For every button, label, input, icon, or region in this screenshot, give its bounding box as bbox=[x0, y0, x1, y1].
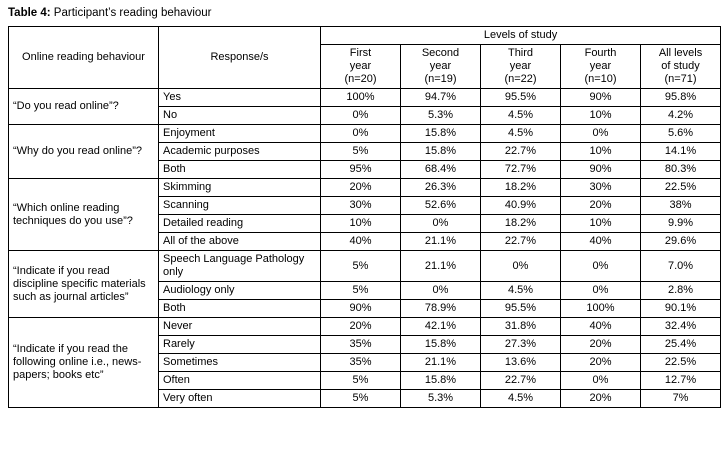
value-cell: 10% bbox=[561, 143, 641, 161]
value-cell: 2.8% bbox=[641, 282, 721, 300]
value-cell: 72.7% bbox=[481, 161, 561, 179]
value-cell: 20% bbox=[321, 318, 401, 336]
value-cell: 12.7% bbox=[641, 372, 721, 390]
value-cell: 40.9% bbox=[481, 197, 561, 215]
value-cell: 20% bbox=[561, 390, 641, 408]
value-cell: 15.8% bbox=[401, 336, 481, 354]
value-cell: 40% bbox=[321, 233, 401, 251]
response-cell: Often bbox=[159, 372, 321, 390]
participant-reading-behaviour-table bbox=[8, 26, 721, 408]
response-cell: Yes bbox=[159, 89, 321, 107]
header-level-fourth-year-line1: Fourth bbox=[584, 47, 617, 59]
value-cell: 0% bbox=[561, 125, 641, 143]
value-cell: 100% bbox=[561, 300, 641, 318]
header-level-first-year-line2: year bbox=[349, 60, 372, 72]
value-cell: 4.5% bbox=[481, 390, 561, 408]
value-cell: 0% bbox=[481, 251, 561, 282]
value-cell: 22.7% bbox=[481, 143, 561, 161]
header-online-reading-behaviour: Online reading behaviour bbox=[9, 27, 159, 89]
value-cell: 10% bbox=[561, 107, 641, 125]
value-cell: 26.3% bbox=[401, 179, 481, 197]
response-cell: Both bbox=[159, 300, 321, 318]
value-cell: 32.4% bbox=[641, 318, 721, 336]
response-cell: Sometimes bbox=[159, 354, 321, 372]
table-row bbox=[9, 179, 721, 197]
value-cell: 68.4% bbox=[401, 161, 481, 179]
value-cell: 94.7% bbox=[401, 89, 481, 107]
header-level-fourth-year-line3: (n=10) bbox=[584, 73, 617, 85]
value-cell: 5% bbox=[321, 282, 401, 300]
value-cell: 22.5% bbox=[641, 354, 721, 372]
response-cell: Never bbox=[159, 318, 321, 336]
response-cell: Academic purposes bbox=[159, 143, 321, 161]
value-cell: 29.6% bbox=[641, 233, 721, 251]
header-level-third-year-line1: Third bbox=[507, 47, 534, 59]
value-cell: 0% bbox=[401, 215, 481, 233]
value-cell: 5% bbox=[321, 251, 401, 282]
value-cell: 27.3% bbox=[481, 336, 561, 354]
behaviour-cell: “Indicate if you read discipline specific materials such as journal articles” bbox=[9, 251, 159, 318]
header-level-second-year-line2: year bbox=[429, 60, 452, 72]
value-cell: 7% bbox=[641, 390, 721, 408]
value-cell: 30% bbox=[561, 179, 641, 197]
header-level-all-levels-line1: All levels bbox=[658, 47, 703, 59]
behaviour-cell: “Why do you read online”? bbox=[9, 125, 159, 179]
value-cell: 0% bbox=[561, 282, 641, 300]
value-cell: 95.5% bbox=[481, 300, 561, 318]
value-cell: 52.6% bbox=[401, 197, 481, 215]
value-cell: 4.2% bbox=[641, 107, 721, 125]
value-cell: 80.3% bbox=[641, 161, 721, 179]
table-row bbox=[9, 251, 721, 282]
table-caption-text: Participant’s reading behaviour bbox=[50, 7, 212, 19]
value-cell: 95.8% bbox=[641, 89, 721, 107]
header-level-all-levels bbox=[641, 45, 721, 89]
header-level-all-levels-line2: of study bbox=[661, 60, 700, 72]
value-cell: 20% bbox=[321, 179, 401, 197]
header-level-first-year bbox=[321, 45, 401, 89]
value-cell: 5% bbox=[321, 372, 401, 390]
value-cell: 90% bbox=[561, 161, 641, 179]
header-level-third-year-line2: year bbox=[509, 60, 532, 72]
value-cell: 42.1% bbox=[401, 318, 481, 336]
value-cell: 21.1% bbox=[401, 233, 481, 251]
value-cell: 0% bbox=[561, 251, 641, 282]
response-cell: Audiology only bbox=[159, 282, 321, 300]
value-cell: 5% bbox=[321, 143, 401, 161]
response-cell: Rarely bbox=[159, 336, 321, 354]
response-cell: Scanning bbox=[159, 197, 321, 215]
value-cell: 35% bbox=[321, 354, 401, 372]
value-cell: 95.5% bbox=[481, 89, 561, 107]
table-row bbox=[9, 318, 721, 336]
value-cell: 21.1% bbox=[401, 251, 481, 282]
response-cell: Skimming bbox=[159, 179, 321, 197]
header-level-first-year-line3: (n=20) bbox=[344, 73, 377, 85]
value-cell: 15.8% bbox=[401, 143, 481, 161]
header-level-all-levels-line3: (n=71) bbox=[664, 73, 697, 85]
table-caption bbox=[8, 6, 721, 20]
header-level-second-year bbox=[401, 45, 481, 89]
value-cell: 20% bbox=[561, 197, 641, 215]
header-level-fourth-year bbox=[561, 45, 641, 89]
header-level-first-year-line1: First bbox=[349, 47, 372, 59]
value-cell: 90% bbox=[561, 89, 641, 107]
value-cell: 0% bbox=[321, 107, 401, 125]
response-cell: Very often bbox=[159, 390, 321, 408]
table-body bbox=[9, 89, 721, 408]
value-cell: 78.9% bbox=[401, 300, 481, 318]
value-cell: 20% bbox=[561, 336, 641, 354]
value-cell: 30% bbox=[321, 197, 401, 215]
value-cell: 22.7% bbox=[481, 372, 561, 390]
value-cell: 100% bbox=[321, 89, 401, 107]
value-cell: 0% bbox=[321, 125, 401, 143]
value-cell: 25.4% bbox=[641, 336, 721, 354]
value-cell: 14.1% bbox=[641, 143, 721, 161]
value-cell: 18.2% bbox=[481, 215, 561, 233]
value-cell: 10% bbox=[561, 215, 641, 233]
header-level-third-year bbox=[481, 45, 561, 89]
response-cell: Detailed reading bbox=[159, 215, 321, 233]
value-cell: 22.7% bbox=[481, 233, 561, 251]
header-level-third-year-line3: (n=22) bbox=[504, 73, 537, 85]
response-cell: Both bbox=[159, 161, 321, 179]
value-cell: 40% bbox=[561, 318, 641, 336]
table-caption-label: Table 4: bbox=[8, 7, 51, 19]
table-header-row-1 bbox=[9, 27, 721, 45]
value-cell: 90% bbox=[321, 300, 401, 318]
value-cell: 4.5% bbox=[481, 125, 561, 143]
value-cell: 13.6% bbox=[481, 354, 561, 372]
value-cell: 15.8% bbox=[401, 372, 481, 390]
value-cell: 21.1% bbox=[401, 354, 481, 372]
value-cell: 18.2% bbox=[481, 179, 561, 197]
response-cell: Enjoyment bbox=[159, 125, 321, 143]
value-cell: 40% bbox=[561, 233, 641, 251]
table-row bbox=[9, 89, 721, 107]
response-cell: Speech Language Pathology only bbox=[159, 251, 321, 282]
value-cell: 22.5% bbox=[641, 179, 721, 197]
value-cell: 5.6% bbox=[641, 125, 721, 143]
value-cell: 5.3% bbox=[401, 390, 481, 408]
value-cell: 15.8% bbox=[401, 125, 481, 143]
header-responses: Response/s bbox=[159, 27, 321, 89]
value-cell: 0% bbox=[401, 282, 481, 300]
table-row bbox=[9, 125, 721, 143]
value-cell: 35% bbox=[321, 336, 401, 354]
value-cell: 95% bbox=[321, 161, 401, 179]
header-level-second-year-line3: (n=19) bbox=[424, 73, 457, 85]
value-cell: 10% bbox=[321, 215, 401, 233]
response-cell: No bbox=[159, 107, 321, 125]
value-cell: 38% bbox=[641, 197, 721, 215]
value-cell: 90.1% bbox=[641, 300, 721, 318]
value-cell: 4.5% bbox=[481, 107, 561, 125]
behaviour-cell: “Do you read online”? bbox=[9, 89, 159, 125]
value-cell: 4.5% bbox=[481, 282, 561, 300]
value-cell: 20% bbox=[561, 354, 641, 372]
value-cell: 7.0% bbox=[641, 251, 721, 282]
response-cell: All of the above bbox=[159, 233, 321, 251]
value-cell: 0% bbox=[561, 372, 641, 390]
table-header bbox=[9, 27, 721, 89]
value-cell: 5% bbox=[321, 390, 401, 408]
header-level-fourth-year-line2: year bbox=[589, 60, 612, 72]
behaviour-cell: “Indicate if you read the following online i.e., news-papers; books etc” bbox=[9, 318, 159, 408]
header-levels-of-study: Levels of study bbox=[321, 27, 721, 45]
header-level-second-year-line1: Second bbox=[421, 47, 460, 59]
behaviour-cell: “Which online reading techniques do you use”? bbox=[9, 179, 159, 251]
value-cell: 31.8% bbox=[481, 318, 561, 336]
value-cell: 5.3% bbox=[401, 107, 481, 125]
value-cell: 9.9% bbox=[641, 215, 721, 233]
